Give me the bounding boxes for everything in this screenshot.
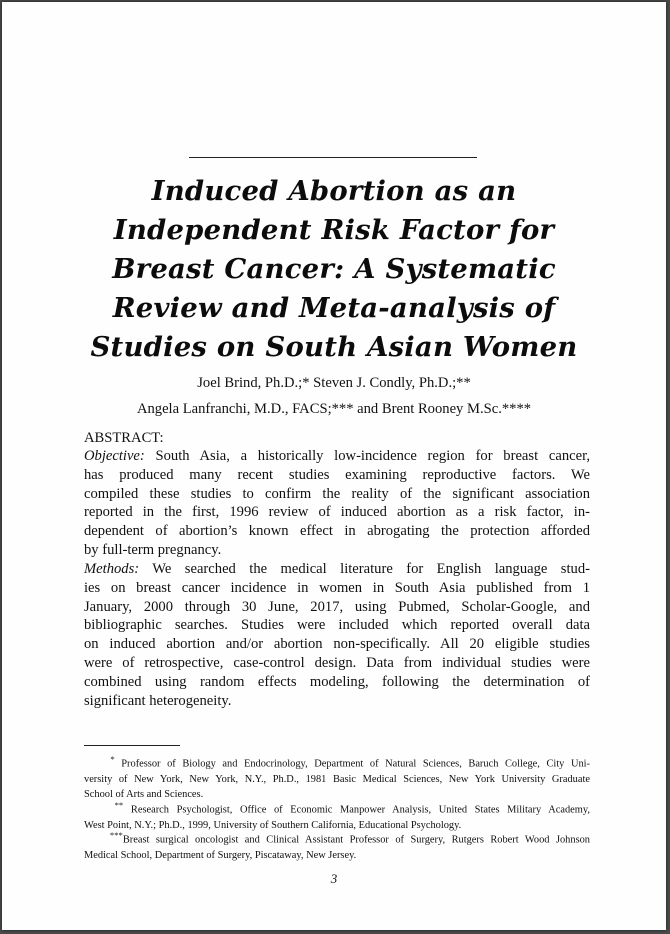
footnote-line: Medical School, Department of Surgery, Piscataway, New Jersey. [84,849,357,861]
footnote-line: School of Arts and Sciences. [84,789,204,801]
methods-line: significant heterogeneity. [84,692,232,709]
document-page [2,2,666,930]
objective-line-1 [84,447,590,466]
footnote-rule [84,745,180,746]
title-line: Studies on South Asian Women [90,331,578,363]
title-line: Review and Meta-analysis of [112,292,556,324]
methods-label: Methods: [84,561,140,577]
footnote-marker: * [110,754,115,764]
footnote-marker: ** [114,800,124,810]
footnote-text: Breast surgical oncologist and Clinical Assistant Professor of Surgery, Rutgers Robert Wood Johnson [122,834,591,846]
objective-text: South Asia, a historically low-incidence region for breast cancer, [144,448,590,464]
abstract-objective [84,447,590,560]
title-line: Independent Risk Factor for [113,214,555,246]
methods-line: January, 2000 through 30 June, 2017, using Pubmed, Scholar-Google, and [84,598,590,615]
objective-line: has produced many recent studies examining reproductive factors. We [84,466,590,483]
methods-line: bibliographic searches. Studies were included which reported overall data [84,617,590,634]
methods-line: were of retrospective, case-control design. Data from individual studies were [84,654,590,671]
methods-line: on induced abortion and/or abortion non-specifically. All 20 eligible studies [84,636,590,653]
abstract-methods [84,560,590,710]
objective-line: reported in the first, 1996 review of induced abortion as a risk factor, in- [84,504,590,521]
objective-line: dependent of abortion’s known effect in abrogating the protection afforded [84,523,590,540]
title-line: Breast Cancer: A Systematic [112,253,556,285]
authors-line-2: Angela Lanfranchi, M.D., FACS;*** and Brent Rooney M.Sc.**** [136,401,532,417]
footnote-text: Research Psychologist, Office of Economic Manpower Analysis, United States Military Academy, [123,804,590,816]
title-line: Induced Abortion as an [151,175,517,207]
methods-text: We searched the medical literature for English language stud- [139,561,590,577]
footnote-3 [84,828,590,863]
footnote-line [84,798,590,818]
objective-line: by full-term pregnancy. [84,541,222,558]
footnote-line [84,752,590,772]
objective-line: compiled these studies to confirm the reality of the significant association [84,485,590,502]
title-rule [189,157,477,158]
footnote-line [84,828,590,848]
authors-line-1: Joel Brind, Ph.D.;* Steven J. Condly, Ph.D.;** [197,375,471,391]
methods-line: ies on breast cancer incidence in women in South Asia published from 1 [84,579,590,596]
footnote-text: Professor of Biology and Endocrinology, Department of Natural Sciences, Baruch College, City Uni- [114,758,591,770]
footnote-1 [84,752,590,803]
footnote-line: West Point, N.Y.; Ph.D., 1999, University of Southern California, Educational Psychology. [84,819,462,831]
methods-line: combined using random effects modeling, following the determination of [84,673,590,690]
page-number: 3 [330,871,338,886]
article-title [62,172,606,367]
objective-label: Objective: [84,448,145,464]
footnote-marker: *** [109,830,123,840]
abstract-heading: ABSTRACT: [84,430,164,446]
methods-line-1 [84,560,590,579]
footnote-line: versity of New York, New York, N.Y., Ph.D., 1981 Basic Medical Sciences, New York University Graduate [84,773,590,785]
